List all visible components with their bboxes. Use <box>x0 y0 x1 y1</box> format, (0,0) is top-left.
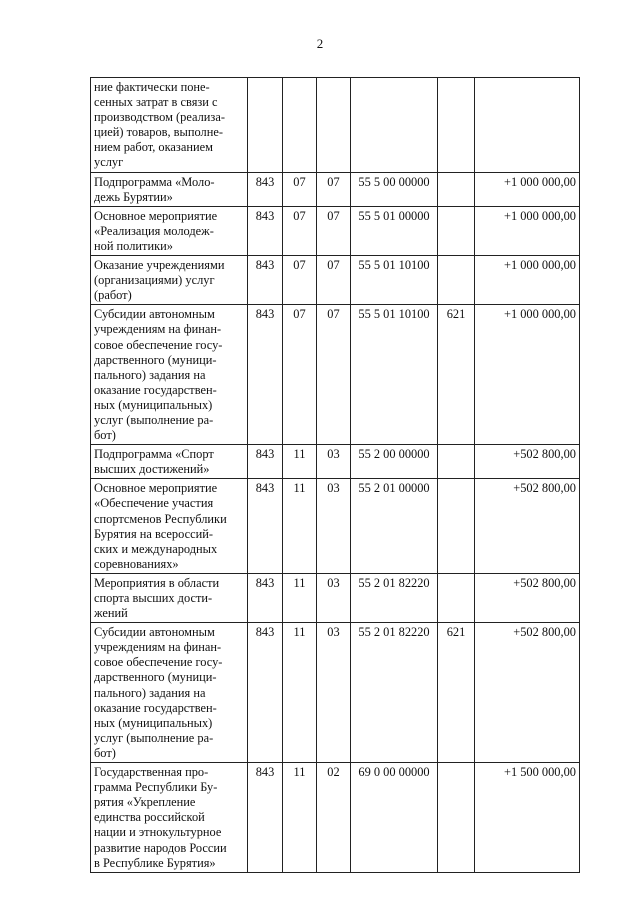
row-code-cell: 843 <box>248 445 283 479</box>
row-expense-type-cell <box>438 479 475 574</box>
row-subsection-cell: 02 <box>317 763 351 873</box>
row-expense-type-cell: 621 <box>438 305 475 445</box>
row-article-cell: 55 5 01 00000 <box>351 206 438 255</box>
row-article-cell: 69 0 00 00000 <box>351 763 438 873</box>
row-code-cell: 843 <box>248 256 283 305</box>
row-name-cell: Субсидии автономным учреждениям на финан- совое обеспечение госу- дарственного (муници- пального) задания на оказание государствен- ных (муниципальных) услуг (выполнение ра- бот) <box>91 305 248 445</box>
row-section-cell: 11 <box>283 623 317 763</box>
row-sum-cell: +502 800,00 <box>475 623 580 763</box>
row-section-cell: 07 <box>283 206 317 255</box>
budget-table-body <box>91 78 580 873</box>
row-sum-cell: +1 000 000,00 <box>475 256 580 305</box>
page-number: 2 <box>316 36 324 51</box>
table-row <box>91 573 580 622</box>
row-article-cell: 55 5 01 10100 <box>351 256 438 305</box>
row-name-cell: Подпрограмма «Моло- дежь Бурятии» <box>91 172 248 206</box>
row-code-cell: 843 <box>248 305 283 445</box>
row-sum-cell: +1 500 000,00 <box>475 763 580 873</box>
row-subsection-cell: 03 <box>317 479 351 574</box>
row-subsection-cell: 07 <box>317 172 351 206</box>
row-name-cell: Подпрограмма «Спорт высших достижений» <box>91 445 248 479</box>
row-expense-type-cell: 621 <box>438 623 475 763</box>
row-subsection-cell: 07 <box>317 256 351 305</box>
row-subsection-cell: 07 <box>317 206 351 255</box>
row-section-cell: 11 <box>283 763 317 873</box>
row-section-cell: 11 <box>283 479 317 574</box>
row-code-cell: 843 <box>248 172 283 206</box>
row-code-cell: 843 <box>248 206 283 255</box>
table-row <box>91 763 580 873</box>
row-name-cell: Оказание учреждениями (организациями) услуг (работ) <box>91 256 248 305</box>
row-article-cell: 55 5 01 10100 <box>351 305 438 445</box>
row-expense-type-cell <box>438 573 475 622</box>
row-article-cell <box>351 78 438 173</box>
row-sum-cell: +1 000 000,00 <box>475 172 580 206</box>
row-code-cell: 843 <box>248 479 283 574</box>
table-row <box>91 172 580 206</box>
row-article-cell: 55 2 00 00000 <box>351 445 438 479</box>
table-row <box>91 623 580 763</box>
row-name-cell: Основное мероприятие «Реализация молодеж- ной политики» <box>91 206 248 255</box>
row-name-cell: Государственная про- грамма Республики Бу- рятия «Укрепление единства российской нации и этнокультурное развитие народов России в Республике Бурятия» <box>91 763 248 873</box>
row-article-cell: 55 2 01 82220 <box>351 573 438 622</box>
row-expense-type-cell <box>438 256 475 305</box>
row-expense-type-cell <box>438 206 475 255</box>
row-code-cell <box>248 78 283 173</box>
row-article-cell: 55 5 00 00000 <box>351 172 438 206</box>
budget-table <box>90 77 580 873</box>
row-sum-cell <box>475 78 580 173</box>
row-subsection-cell <box>317 78 351 173</box>
row-sum-cell: +1 000 000,00 <box>475 206 580 255</box>
row-code-cell: 843 <box>248 573 283 622</box>
row-section-cell: 11 <box>283 445 317 479</box>
row-section-cell: 07 <box>283 172 317 206</box>
row-expense-type-cell <box>438 172 475 206</box>
row-subsection-cell: 07 <box>317 305 351 445</box>
row-name-cell: Мероприятия в области спорта высших дости- жений <box>91 573 248 622</box>
row-expense-type-cell <box>438 763 475 873</box>
table-row <box>91 206 580 255</box>
table-row <box>91 445 580 479</box>
row-subsection-cell: 03 <box>317 445 351 479</box>
row-subsection-cell: 03 <box>317 623 351 763</box>
row-section-cell <box>283 78 317 173</box>
row-sum-cell: +502 800,00 <box>475 445 580 479</box>
table-row <box>91 479 580 574</box>
row-subsection-cell: 03 <box>317 573 351 622</box>
row-name-cell: Субсидии автономным учреждениям на финан- совое обеспечение госу- дарственного (муници- пального) задания на оказание государствен- ных (муниципальных) услуг (выполнение ра- бот) <box>91 623 248 763</box>
row-section-cell: 07 <box>283 305 317 445</box>
row-sum-cell: +502 800,00 <box>475 573 580 622</box>
row-article-cell: 55 2 01 00000 <box>351 479 438 574</box>
table-row <box>91 78 580 173</box>
row-expense-type-cell <box>438 78 475 173</box>
table-row <box>91 305 580 445</box>
table-row <box>91 256 580 305</box>
row-name-cell: Основное мероприятие «Обеспечение участия спортсменов Республики Бурятия на всероссий- ских и международных соревнованиях» <box>91 479 248 574</box>
row-section-cell: 07 <box>283 256 317 305</box>
row-name-cell: ние фактически поне- сенных затрат в связи с производством (реализа- цией) товаров, выполне- нием работ, оказанием услуг <box>91 78 248 173</box>
row-sum-cell: +502 800,00 <box>475 479 580 574</box>
row-article-cell: 55 2 01 82220 <box>351 623 438 763</box>
row-code-cell: 843 <box>248 763 283 873</box>
row-expense-type-cell <box>438 445 475 479</box>
row-sum-cell: +1 000 000,00 <box>475 305 580 445</box>
row-section-cell: 11 <box>283 573 317 622</box>
row-code-cell: 843 <box>248 623 283 763</box>
